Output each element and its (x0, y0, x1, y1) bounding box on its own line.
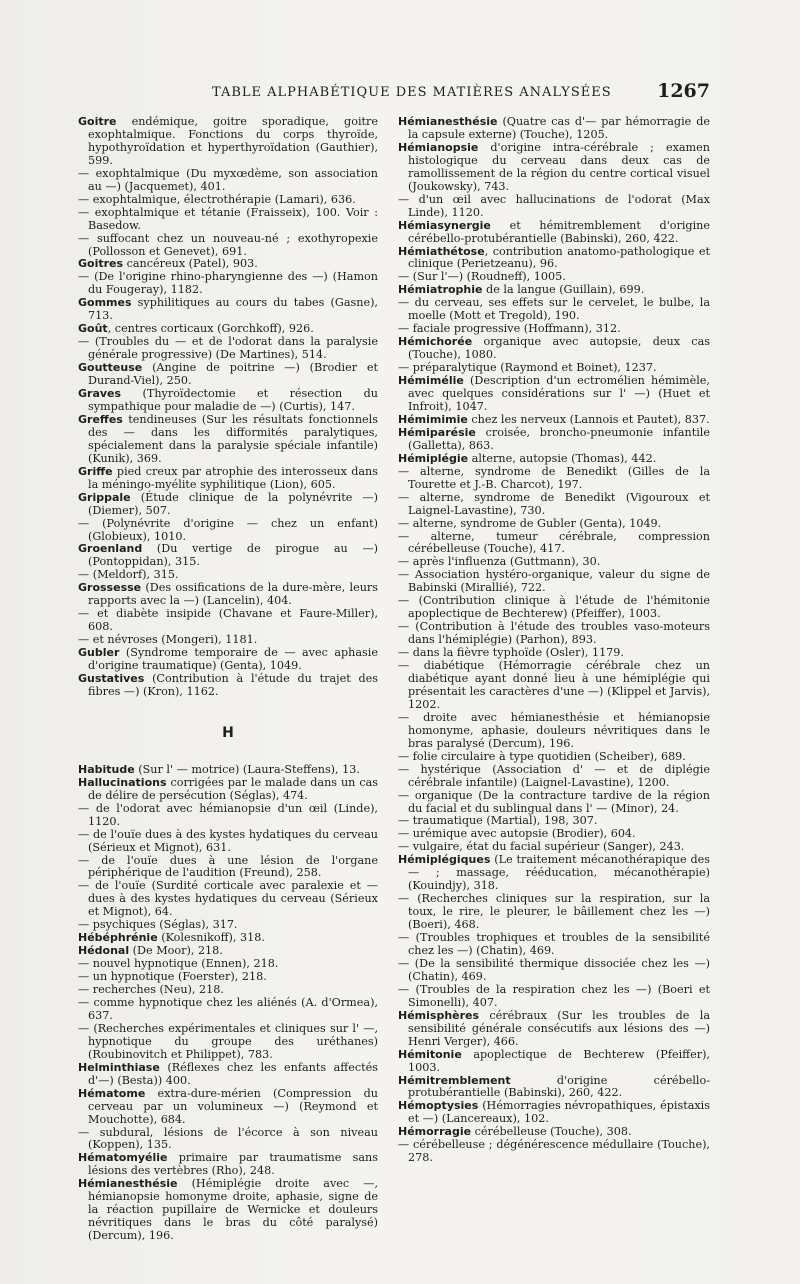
entry-text: (Quatre cas d'— par hémorragie de la capsule externe) (Touche), 1205. (408, 115, 710, 141)
entry-heading: Hallucinations (78, 775, 167, 789)
entry-text: — et névroses (Mongeri), 1181. (78, 633, 258, 647)
page-number: 1267 (657, 80, 710, 102)
entry-text: — urémique avec autopsie (Brodier), 604. (398, 827, 636, 841)
entry-heading: Hématome (78, 1086, 146, 1100)
index-entry (78, 997, 378, 1023)
index-entry (398, 854, 710, 893)
index-entry (78, 207, 378, 233)
entry-text: — exophtalmique (Du myxœdème, son association au —) (Jacquemet), 401. (78, 166, 378, 193)
entry-text: et hémitremblement d'origine cérébello-protubérantielle (Babinski), 260, 422. (408, 218, 710, 245)
entry-heading: Hémorragie (398, 1125, 472, 1139)
index-entry (78, 116, 378, 168)
entry-text: (Contribution à l'étude du trajet des fibres —) (Kron), 1162. (88, 671, 378, 698)
index-entry (78, 1062, 378, 1088)
index-entry (78, 647, 378, 673)
index-entry (78, 168, 378, 194)
entry-text: (Le traitement mécanothérapique des — ; massage, rééducation, mécanothérapie) (Kouindjy), 318. (408, 853, 710, 893)
index-entry (398, 1010, 710, 1049)
entry-text: alterne, autopsie (Thomas), 442. (468, 451, 657, 465)
index-entry (78, 414, 378, 466)
index-entry (78, 582, 378, 608)
entry-heading: Griffe (78, 464, 113, 478)
entry-text: (Sur l' — motrice) (Laura-Steffens), 13. (134, 762, 360, 776)
entry-heading: Goitre (78, 115, 117, 128)
entry-text: apoplectique de Bechterew (Pfeiffer), 1003. (408, 1047, 710, 1074)
entry-text: — (Troubles de la respiration chez les —) (Boeri et Simonelli), 407. (398, 982, 710, 1009)
index-entry (78, 518, 378, 544)
entry-text: — de l'ouïe (Surdité corticale avec paralexie et — dues à des kystes hydatiques du cerveau (Sérieux et Mignot), 64. (78, 879, 378, 919)
entry-heading: Hémiparésie (398, 425, 476, 439)
entry-text: — comme hypnotique chez les aliénés (A. d'Ormea), 637. (78, 996, 378, 1022)
entry-text: , contribution anatomo-pathologique et clinique (Perietzeanu), 96. (408, 244, 710, 271)
entry-text: — psychiques (Séglas), 317. (78, 918, 238, 932)
left-entries-after (78, 764, 378, 1243)
section-letter: H (222, 724, 234, 741)
entry-text: organique avec autopsie, deux cas (Touche), 1080. (408, 335, 710, 362)
entry-heading: Hémiatrophie (398, 283, 483, 297)
entry-text: , centres corticaux (Gorchkoff), 926. (107, 322, 314, 336)
index-entry (398, 621, 710, 647)
entry-text: — alterne, syndrome de Benedikt (Vigouroux et Laignel-Lavastine), 730. (398, 490, 710, 517)
entry-text: tendineuses (Sur les résultats fonctionnels des — dans les difformités paralytiques, spécialement dans la paralysie spéciale infantile) (Kunik), 369. (88, 412, 378, 465)
entry-text: (De Moor), 218. (129, 944, 223, 958)
entry-text: — (Contribution clinique à l'étude de l'hémitonie apoplectique de Bechterew) (Pfeiffer), 1003. (398, 594, 710, 621)
entry-text: (Kolesnikoff), 318. (157, 931, 265, 945)
left-column (78, 116, 378, 1243)
entry-text: — Association hystéro-organique, valeur du signe de Babinski (Mirallié), 722. (398, 568, 710, 595)
entry-text: — de l'ouïe dues à des kystes hydatiques du cerveau (Sérieux et Mignot), 631. (78, 827, 378, 854)
index-entry (78, 543, 378, 569)
entry-text: (Des ossifications de la dure-mère, leurs rapports avec la —) (Lancelin), 404. (88, 581, 378, 608)
entry-text: — (Troubles du — et de l'odorat dans la paralysie générale progressive) (De Martines), 514. (78, 335, 378, 362)
index-entry (78, 1023, 378, 1062)
index-entry (398, 660, 710, 712)
entry-heading: Hédonal (78, 944, 130, 958)
entry-text: — (Sur l'—) (Roudneff), 1005. (398, 270, 566, 284)
entry-heading: Hématomyélie (78, 1151, 168, 1165)
entry-heading: Hémiasynergie (398, 218, 491, 232)
index-entry (398, 142, 710, 194)
entry-text: (Syndrome temporaire de — avec aphasie d'origine traumatique) (Genta), 1049. (88, 646, 378, 673)
entry-heading: Hébéphrénie (78, 931, 158, 945)
entry-heading: Hémimélie (398, 374, 464, 388)
page-header (92, 80, 710, 110)
index-entry (78, 829, 378, 855)
entry-text: — folie circulaire à type quotidien (Scheiber), 689. (398, 749, 686, 763)
entry-text: — (Polynévrite d'origine — chez un enfant) (Globieux), 1010. (78, 516, 378, 543)
entry-text: (Description d'un ectromélien hémimèle, avec quelques considérations sur l' —) (Huet et Infroit), 1047. (408, 374, 710, 413)
index-entry (78, 388, 378, 414)
index-entry (78, 1127, 378, 1153)
entry-text: — d'un œil avec hallucinations de l'odorat (Max Linde), 1120. (398, 192, 710, 219)
index-entry (398, 375, 710, 414)
index-entry (398, 1049, 710, 1075)
entry-text: (Hémiplégie droite avec —, hémianopsie homonyme droite, aphasie, signe de la réaction pupillaire de Wernicke et douleurs névritiques dans le bras du côté paralysé) (Dercum), 196. (88, 1177, 378, 1243)
right-column (398, 116, 710, 1165)
entry-text: cérébelleuse (Touche), 308. (471, 1125, 632, 1139)
entry-text: — recherches (Neu), 218. (78, 983, 224, 997)
index-entry (78, 492, 378, 518)
entry-text: — vulgaire, état du facial supérieur (Sanger), 243. (398, 840, 685, 854)
entry-heading: Hémoptysies (398, 1099, 479, 1113)
index-entry (398, 790, 710, 816)
entry-text: corrigées par le malade dans un cas de délire de persécution (Séglas), 474. (88, 775, 378, 802)
entry-text: syphilitiques au cours du tabes (Gasne), 713. (88, 296, 378, 323)
entry-text: — (Recherches cliniques sur la respiration, sur la toux, le rire, le pleurer, le bâillement chez les —) (Boeri), 468. (398, 892, 710, 932)
entry-text: chez les nerveux (Lannois et Pautet), 837. (467, 412, 710, 426)
entry-text: — dans la fièvre typhoïde (Osler), 1179. (398, 646, 624, 660)
index-entry (398, 427, 710, 453)
index-entry (398, 984, 710, 1010)
entry-text: cérébraux (Sur les troubles de la sensibilité générale consécutifs aux lésions des —) Henri Verger), 466. (408, 1008, 710, 1048)
index-entry (78, 466, 378, 492)
index-entry (398, 466, 710, 492)
entry-text: — (Recherches expérimentales et cliniques sur l' —, hypnotique du groupe des uréthanes) (Roubinovitch et Philippet), 783. (78, 1021, 378, 1061)
entry-text: d'origine intra-cérébrale ; examen histologique du cerveau dans deux cas de ramollissement de la région du centre cortical visuel (Joukowsky), 743. (408, 140, 710, 193)
index-entry (78, 1178, 378, 1243)
entry-heading: Hémichorée (398, 335, 473, 349)
entry-text: — alterne, tumeur cérébrale, compression cérébelleuse (Touche), 417. (398, 529, 710, 556)
index-entry (398, 116, 710, 142)
index-entry (78, 608, 378, 634)
index-entry (398, 246, 710, 272)
right-entries (398, 116, 710, 1165)
entry-text: — suffocant chez un nouveau-né ; exothyropexie (Pollosson et Genevet), 691. (78, 231, 378, 258)
entry-text: d'origine cérébello-protubérantielle (Babinski), 260, 422. (408, 1073, 710, 1100)
entry-text: — (Troubles trophiques et troubles de la sensibilité chez les —) (Chatin), 469. (398, 931, 710, 957)
entry-text: pied creux par atrophie des interosseux dans la méningo-myélite syphilitique (Lion), 605. (88, 464, 378, 491)
entry-heading: Hémiplégiques (398, 853, 491, 867)
index-entry (78, 880, 378, 919)
entry-text: — (Contribution à l'étude des troubles vaso-moteurs dans l'hémiplégie) (Parhon), 893. (398, 620, 710, 647)
index-entry (398, 932, 710, 958)
entry-text: cancéreux (Patel), 903. (123, 257, 258, 271)
entry-heading: Grippale (78, 490, 131, 504)
index-entry (78, 1152, 378, 1178)
entry-text: croisée, broncho-pneumonie infantile (Galletta), 863. (408, 425, 710, 452)
entry-text: — (Meldorf), 315. (78, 568, 179, 582)
index-entry (398, 893, 710, 932)
entry-text: — du cerveau, ses effets sur le cervelet, le bulbe, la moelle (Mott et Tregold), 190. (398, 296, 710, 323)
index-entry (78, 1088, 378, 1127)
entry-text: — subdural, lésions de l'écorce à son niveau (Koppen), 135. (78, 1125, 378, 1152)
entry-text: — diabétique (Hémorragie cérébrale chez un diabétique ayant donné lieu à une hémiplégie qui présentait les caractères d'une —) (Klippel et Jarvis), 1202. (398, 659, 710, 711)
entry-text: — et diabète insipide (Chavane et Faure-Miller), 608. (78, 607, 378, 634)
entry-heading: Hémianopsie (398, 140, 479, 154)
entry-text: (Hémorragies névropathiques, épistaxis et —) (Lancereaux), 102. (408, 1099, 710, 1126)
index-entry (78, 362, 378, 388)
entry-heading: Hémisphères (398, 1008, 480, 1022)
entry-text: — de l'ouïe dues à une lésion de l'organe périphérique de l'audition (Freund), 258. (78, 853, 378, 880)
entry-heading: Gommes (78, 296, 132, 310)
entry-text: — préparalytique (Raymond et Boinet), 1237. (398, 361, 657, 375)
index-entry (398, 958, 710, 984)
entry-text: — alterne, syndrome de Benedikt (Gilles de la Tourette et J.-B. Charcot), 197. (398, 464, 710, 491)
index-entry (78, 777, 378, 803)
entry-heading: Goitres (78, 257, 124, 271)
entry-heading: Hémianesthésie (78, 1177, 178, 1191)
entry-heading: Grossesse (78, 581, 142, 595)
entry-text: — faciale progressive (Hoffmann), 312. (398, 322, 621, 336)
entry-text: (Du vertige de pirogue au —) (Pontoppidan), 315. (88, 542, 378, 569)
entry-heading: Helminthiase (78, 1060, 160, 1074)
entry-text: — organique (De la contracture tardive de la région du facial et du sublingual dans l' — (Minor), 24. (398, 788, 710, 815)
index-entry (78, 673, 378, 699)
entry-text: — de l'odorat avec hémianopsie d'un œil (Linde), 1120. (78, 801, 378, 828)
entry-heading: Groenland (78, 542, 143, 556)
entry-heading: Hémitonie (398, 1047, 462, 1061)
entry-text: de la langue (Guillain), 699. (482, 283, 645, 297)
index-entry (398, 297, 710, 323)
entry-text: (Thyroïdectomie et résection du sympathique pour maladie de —) (Curtis), 147. (88, 387, 378, 413)
entry-text: — (De l'origine rhino-pharyngienne des —) (Hamon du Fougeray), 1182. (78, 270, 378, 297)
index-entry (398, 336, 710, 362)
index-entry (398, 194, 710, 220)
entry-text: — un hypnotique (Foerster), 218. (78, 970, 267, 984)
left-entries-before (78, 116, 378, 699)
index-entry (398, 531, 710, 557)
entry-heading: Graves (78, 387, 122, 401)
entry-heading: Hémianesthésie (398, 115, 498, 128)
entry-text: — droite avec hémianesthésie et hémianopsie homonyme, aphasie, douleurs névritiques dans le bras paralysé (Dercum), 196. (398, 710, 710, 750)
index-entry (398, 569, 710, 595)
index-entry (398, 492, 710, 518)
index-entry (78, 271, 378, 297)
entry-text: — exophtalmique et tétanie (Fraisseix), 100. Voir : Basedow. (78, 205, 378, 232)
entry-text: endémique, goitre sporadique, goitre exophtalmique. Fonctions du corps thyroïde, hypothyroïdation et hyperthyroïdation (Gauthier), 599. (88, 115, 378, 167)
entry-heading: Gubler (78, 646, 120, 660)
index-entry (398, 1075, 710, 1101)
entry-text: — hystérique (Association d' — et de diplégie cérébrale infantile) (Laignel-Lavastine), 1200. (398, 762, 710, 789)
index-entry (78, 336, 378, 362)
entry-heading: Greffes (78, 412, 123, 426)
entry-text: — nouvel hypnotique (Ennen), 218. (78, 957, 279, 971)
entry-heading: Habitude (78, 762, 135, 776)
entry-text: extra-dure-mérien (Compression du cerveau par un volumineux —) (Reymond et Mouchotte), 684. (88, 1086, 378, 1126)
index-entry (78, 855, 378, 881)
index-entry (398, 764, 710, 790)
index-entry (398, 220, 710, 246)
entry-heading: Hémimimie (398, 412, 468, 426)
entry-text: (Réflexes chez les enfants affectés d'—) (Besta)) 400. (88, 1060, 378, 1087)
entry-text: — cérébelleuse ; dégénérescence médullaire (Touche), 278. (398, 1138, 710, 1165)
entry-heading: Hémitremblement (398, 1073, 511, 1087)
entry-text: — traumatique (Martial), 198, 307. (398, 814, 598, 828)
entry-heading: Hémiplégie (398, 451, 469, 465)
running-title: TABLE ALPHABÉTIQUE DES MATIÈRES ANALYSÉES (212, 85, 612, 100)
index-entry (398, 1139, 710, 1165)
entry-heading: Hémiathétose (398, 244, 485, 258)
index-entry (78, 803, 378, 829)
entry-text: (Angine de poitrine —) (Brodier et Durand-Viel), 250. (88, 361, 378, 388)
index-entry (398, 595, 710, 621)
entry-text: primaire par traumatisme sans lésions des vertèbres (Rho), 248. (88, 1151, 378, 1178)
index-entry (78, 297, 378, 323)
index-entry (78, 233, 378, 259)
index-entry (398, 712, 710, 751)
entry-text: — après l'influenza (Guttmann), 30. (398, 555, 601, 569)
entry-heading: Goût (78, 322, 108, 336)
entry-text: (Étude clinique de la polynévrite —) (Diemer), 507. (88, 490, 378, 517)
entry-text: — (De la sensibilité thermique dissociée chez les —) (Chatin), 469. (398, 956, 710, 983)
entry-text: — alterne, syndrome de Gubler (Genta), 1049. (398, 516, 662, 530)
entry-heading: Gustatives (78, 671, 145, 685)
index-entry (398, 1100, 710, 1126)
entry-heading: Goutteuse (78, 361, 143, 375)
entry-text: — exophtalmique, électrothérapie (Lamari), 636. (78, 192, 356, 206)
